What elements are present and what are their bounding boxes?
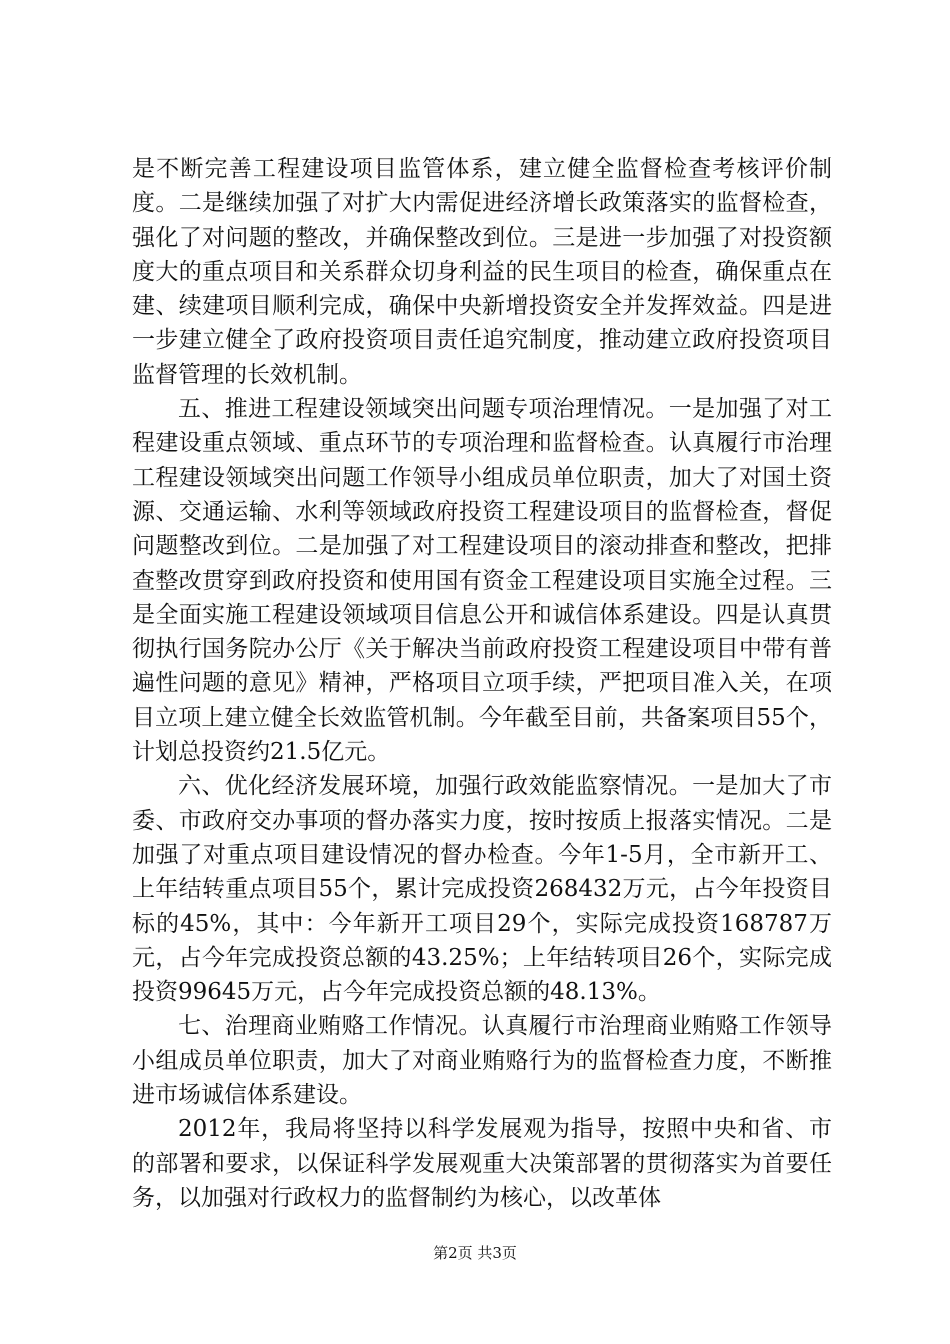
paragraph-section-6: 六、优化经济发展环境，加强行政效能监察情况。一是加大了市委、市政府交办事项的督办落实力度，按时按质上报落实情况。二是加强了对重点项目建设情况的督办检查。今年1-5月，全市新开工、上年结转重点项目55个，累计完成投资268432万元，占今年投资目标的45%，其中：今年新开工项目29个，实际完成投资168787万元，占今年完成投资总额的43.25%；上年结转项目26个，实际完成投资99645万元，占今年完成投资总额的48.13%。 (132, 773, 832, 1006)
page-number-footer: 第2页 共3页 (433, 1244, 517, 1262)
paragraph-2012-plan: 2012年，我局将坚持以科学发展观为指导，按照中央和省、市的部署和要求，以保证科学发展观重大决策部署的贯彻落实为首要任务，以加强对行政权力的监督制约为核心，以改革体 (132, 1116, 832, 1211)
document-body (132, 152, 832, 1215)
paragraph-section-5: 五、推进工程建设领域突出问题专项治理情况。一是加强了对工程建设重点领域、重点环节的专项治理和监督检查。认真履行市治理工程建设领域突出问题工作领导小组成员单位职责，加大了对国土资源、交通运输、水利等领域政府投资工程建设项目的监督检查，督促问题整改到位。二是加强了对工程建设项目的滚动排查和整改，把排查整改贯穿到政府投资和使用国有资金工程建设项目实施全过程。三是全面实施工程建设领域项目信息公开和诚信体系建设。四是认真贯彻执行国务院办公厅《关于解决当前政府投资工程建设项目中带有普遍性问题的意见》精神，严格项目立项手续，严把项目准入关，在项目立项上建立健全长效监管机制。今年截至目前，共备案项目55个，计划总投资约21.5亿元。 (132, 396, 832, 766)
paragraph-section-7: 七、治理商业贿赂工作情况。认真履行市治理商业贿赂工作领导小组成员单位职责，加大了对商业贿赂行为的监督检查力度，不断推进市场诚信体系建设。 (132, 1013, 832, 1109)
paragraph-continuation: 是不断完善工程建设项目监管体系，建立健全监督检查考核评价制度。二是继续加强了对扩大内需促进经济增长政策落实的监督检查，强化了对问题的整改，并确保整改到位。三是进一步加强了对投资额度大的重点项目和关系群众切身利益的民生项目的检查，确保重点在建、续建项目顺利完成，确保中央新增投资安全并发挥效益。四是进一步建立健全了政府投资项目责任追究制度，推动建立政府投资项目监督管理的长效机制。 (132, 156, 832, 388)
